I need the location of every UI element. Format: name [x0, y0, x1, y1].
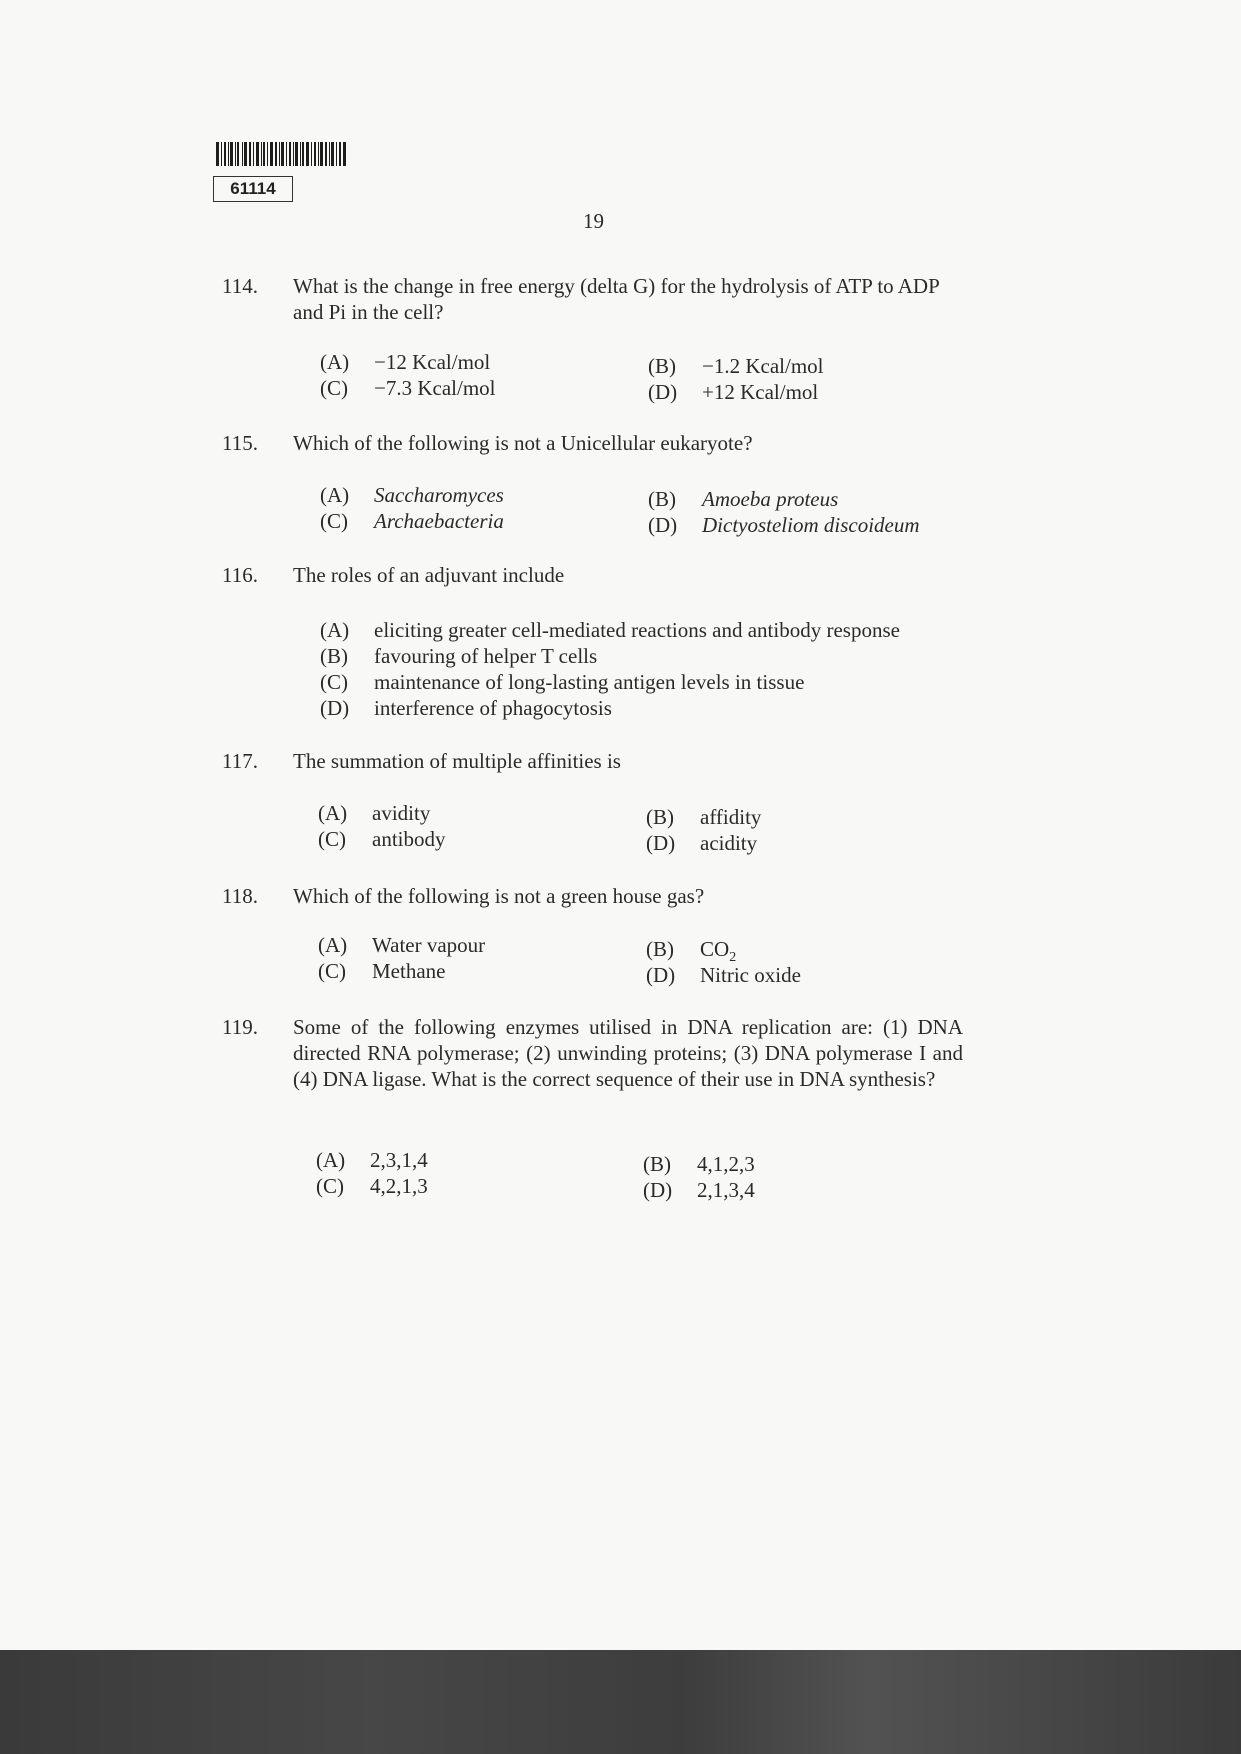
question-stem: Some of the following enzymes utilised in DNA replication are: (1) DNA directed RNA polymerase; (2) unwinding proteins; (3) DNA polymerase I and (4) DNA ligase. What is the correct sequence of their use in DNA synthesis?	[293, 1015, 963, 1091]
option-b: (B) favouring of helper T cells	[320, 644, 598, 668]
question-stem: What is the change in free energy (delta G) for the hydrolysis of ATP to ADP and Pi in the cell?	[293, 274, 939, 324]
scan-edge-shadow	[0, 1650, 1241, 1754]
option-b: (B) affidity	[646, 805, 762, 829]
option-b: (B) $CO_2$	[646, 937, 737, 966]
option-c: (C) Archaebacteria	[320, 509, 504, 533]
question-number: 119.	[222, 1015, 258, 1039]
question-number: 117.	[222, 749, 258, 773]
question-number: 115.	[222, 431, 258, 455]
question-stem: The roles of an adjuvant include	[293, 563, 565, 587]
question-stem: Which of the following is not a green house gas?	[293, 884, 705, 908]
option-a: (A) Water vapour	[318, 933, 486, 957]
option-c: (C) maintenance of long-lasting antigen levels in tissue	[320, 670, 805, 694]
question-number: 116.	[222, 563, 258, 587]
question-stem: Which of the following is not a Unicellular eukaryote?	[293, 431, 753, 455]
option-d: (D) +12 Kcal/mol	[648, 380, 819, 404]
option-b: (B) 4,1,2,3	[643, 1152, 755, 1176]
option-c: (C) 4,2,1,3	[316, 1174, 428, 1198]
option-d: (D) Dictyosteliom discoideum	[648, 513, 920, 537]
option-b: (B) −1.2 Kcal/mol	[648, 354, 824, 378]
option-c: (C) antibody	[318, 827, 446, 851]
option-c: (C) −7.3 Kcal/mol	[320, 376, 496, 400]
option-a: (A) 2,3,1,4	[316, 1148, 428, 1172]
question-stem: The summation of multiple affinities is	[293, 749, 621, 773]
question-number: 114.	[222, 274, 258, 298]
question-number: 118.	[222, 884, 258, 908]
option-a: (A) eliciting greater cell-mediated reactions and antibody response	[320, 618, 900, 642]
page-number: 19	[583, 209, 604, 233]
paper-code: 61114	[213, 176, 293, 202]
option-a: (A) avidity	[318, 801, 431, 825]
option-b: (B) Amoeba proteus	[648, 487, 839, 511]
option-d: (D) 2,1,3,4	[643, 1178, 755, 1202]
option-a: (A) Saccharomyces	[320, 483, 504, 507]
option-d: (D) Nitric oxide	[646, 963, 801, 987]
option-c: (C) Methane	[318, 959, 446, 983]
option-a: (A) −12 Kcal/mol	[320, 350, 491, 374]
option-d: (D) interference of phagocytosis	[320, 696, 612, 720]
barcode	[216, 142, 346, 166]
option-d: (D) acidity	[646, 831, 758, 855]
